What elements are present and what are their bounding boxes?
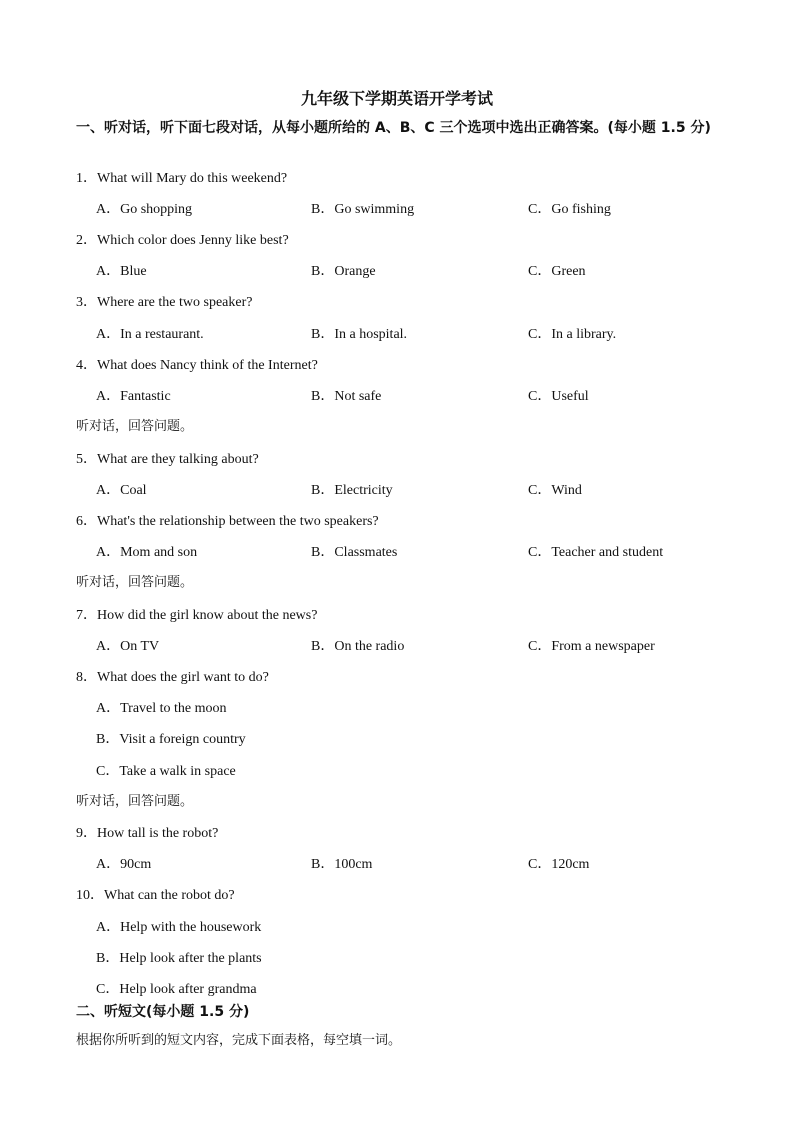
q6-option-a: A．Mom and son xyxy=(96,545,198,560)
q2-option-a: A．Blue xyxy=(96,264,147,279)
q10-option-c: C．Help look after grandma xyxy=(96,982,257,997)
q1-option-c: C．Go fishing xyxy=(528,202,611,217)
section-2-instruction: 根据你所听到的短文内容，完成下面表格，每空填一词。 xyxy=(76,1033,402,1048)
q10-option-a: A．Help with the housework xyxy=(96,920,262,935)
q9-option-c: C．120cm xyxy=(528,857,590,872)
q1-option-a: A．Go shopping xyxy=(96,202,193,217)
q1-option-b: B．Go swimming xyxy=(311,202,415,217)
question-5: 5．What are they talking about? xyxy=(76,452,259,467)
question-10: 10．What can the robot do? xyxy=(76,888,235,903)
question-2: 2．Which color does Jenny like best? xyxy=(76,233,289,248)
q4-option-c: C．Useful xyxy=(528,389,589,404)
q6-option-c: C．Teacher and student xyxy=(528,545,664,560)
section-1-heading: 一、听对话，听下面七段对话，从每小题所给的 A、B、C 三个选项中选出正确答案。(每小题 1.5 分) xyxy=(76,120,711,136)
section-2-heading: 二、听短文(每小题 1.5 分) xyxy=(76,1004,250,1020)
q5-option-b: B．Electricity xyxy=(311,483,393,498)
q3-option-c: C．In a library. xyxy=(528,327,617,342)
question-8: 8．What does the girl want to do? xyxy=(76,670,269,685)
question-3: 3．Where are the two speaker? xyxy=(76,295,253,310)
listen-prompt: 听对话，回答问题。 xyxy=(76,575,194,590)
q8-option-a: A．Travel to the moon xyxy=(96,701,227,716)
q4-option-b: B．Not safe xyxy=(311,389,382,404)
q3-option-b: B．In a hospital. xyxy=(311,327,408,342)
q8-option-c: C．Take a walk in space xyxy=(96,764,236,779)
q6-option-b: B．Classmates xyxy=(311,545,398,560)
q2-option-b: B．Orange xyxy=(311,264,376,279)
page-title: 九年级下学期英语开学考试 xyxy=(300,89,493,108)
listen-prompt: 听对话，回答问题。 xyxy=(76,419,194,434)
listen-prompt: 听对话，回答问题。 xyxy=(76,794,194,809)
question-6: 6．What's the relationship between the two speakers? xyxy=(76,514,379,529)
q4-option-a: A．Fantastic xyxy=(96,389,171,404)
q8-option-b: B．Visit a foreign country xyxy=(96,732,246,747)
q5-option-a: A．Coal xyxy=(96,483,147,498)
question-4: 4．What does Nancy think of the Internet? xyxy=(76,358,318,373)
question-7: 7．How did the girl know about the news? xyxy=(76,608,318,623)
q7-option-b: B．On the radio xyxy=(311,639,405,654)
q9-option-b: B．100cm xyxy=(311,857,373,872)
q3-option-a: A．In a restaurant. xyxy=(96,327,204,342)
question-1: 1．What will Mary do this weekend? xyxy=(76,171,288,186)
question-9: 9．How tall is the robot? xyxy=(76,826,219,841)
q7-option-c: C．From a newspaper xyxy=(528,639,655,654)
q9-option-a: A．90cm xyxy=(96,857,152,872)
q10-option-b: B．Help look after the plants xyxy=(96,951,262,966)
q7-option-a: A．On TV xyxy=(96,639,160,654)
q5-option-c: C．Wind xyxy=(528,483,582,498)
q2-option-c: C．Green xyxy=(528,264,586,279)
